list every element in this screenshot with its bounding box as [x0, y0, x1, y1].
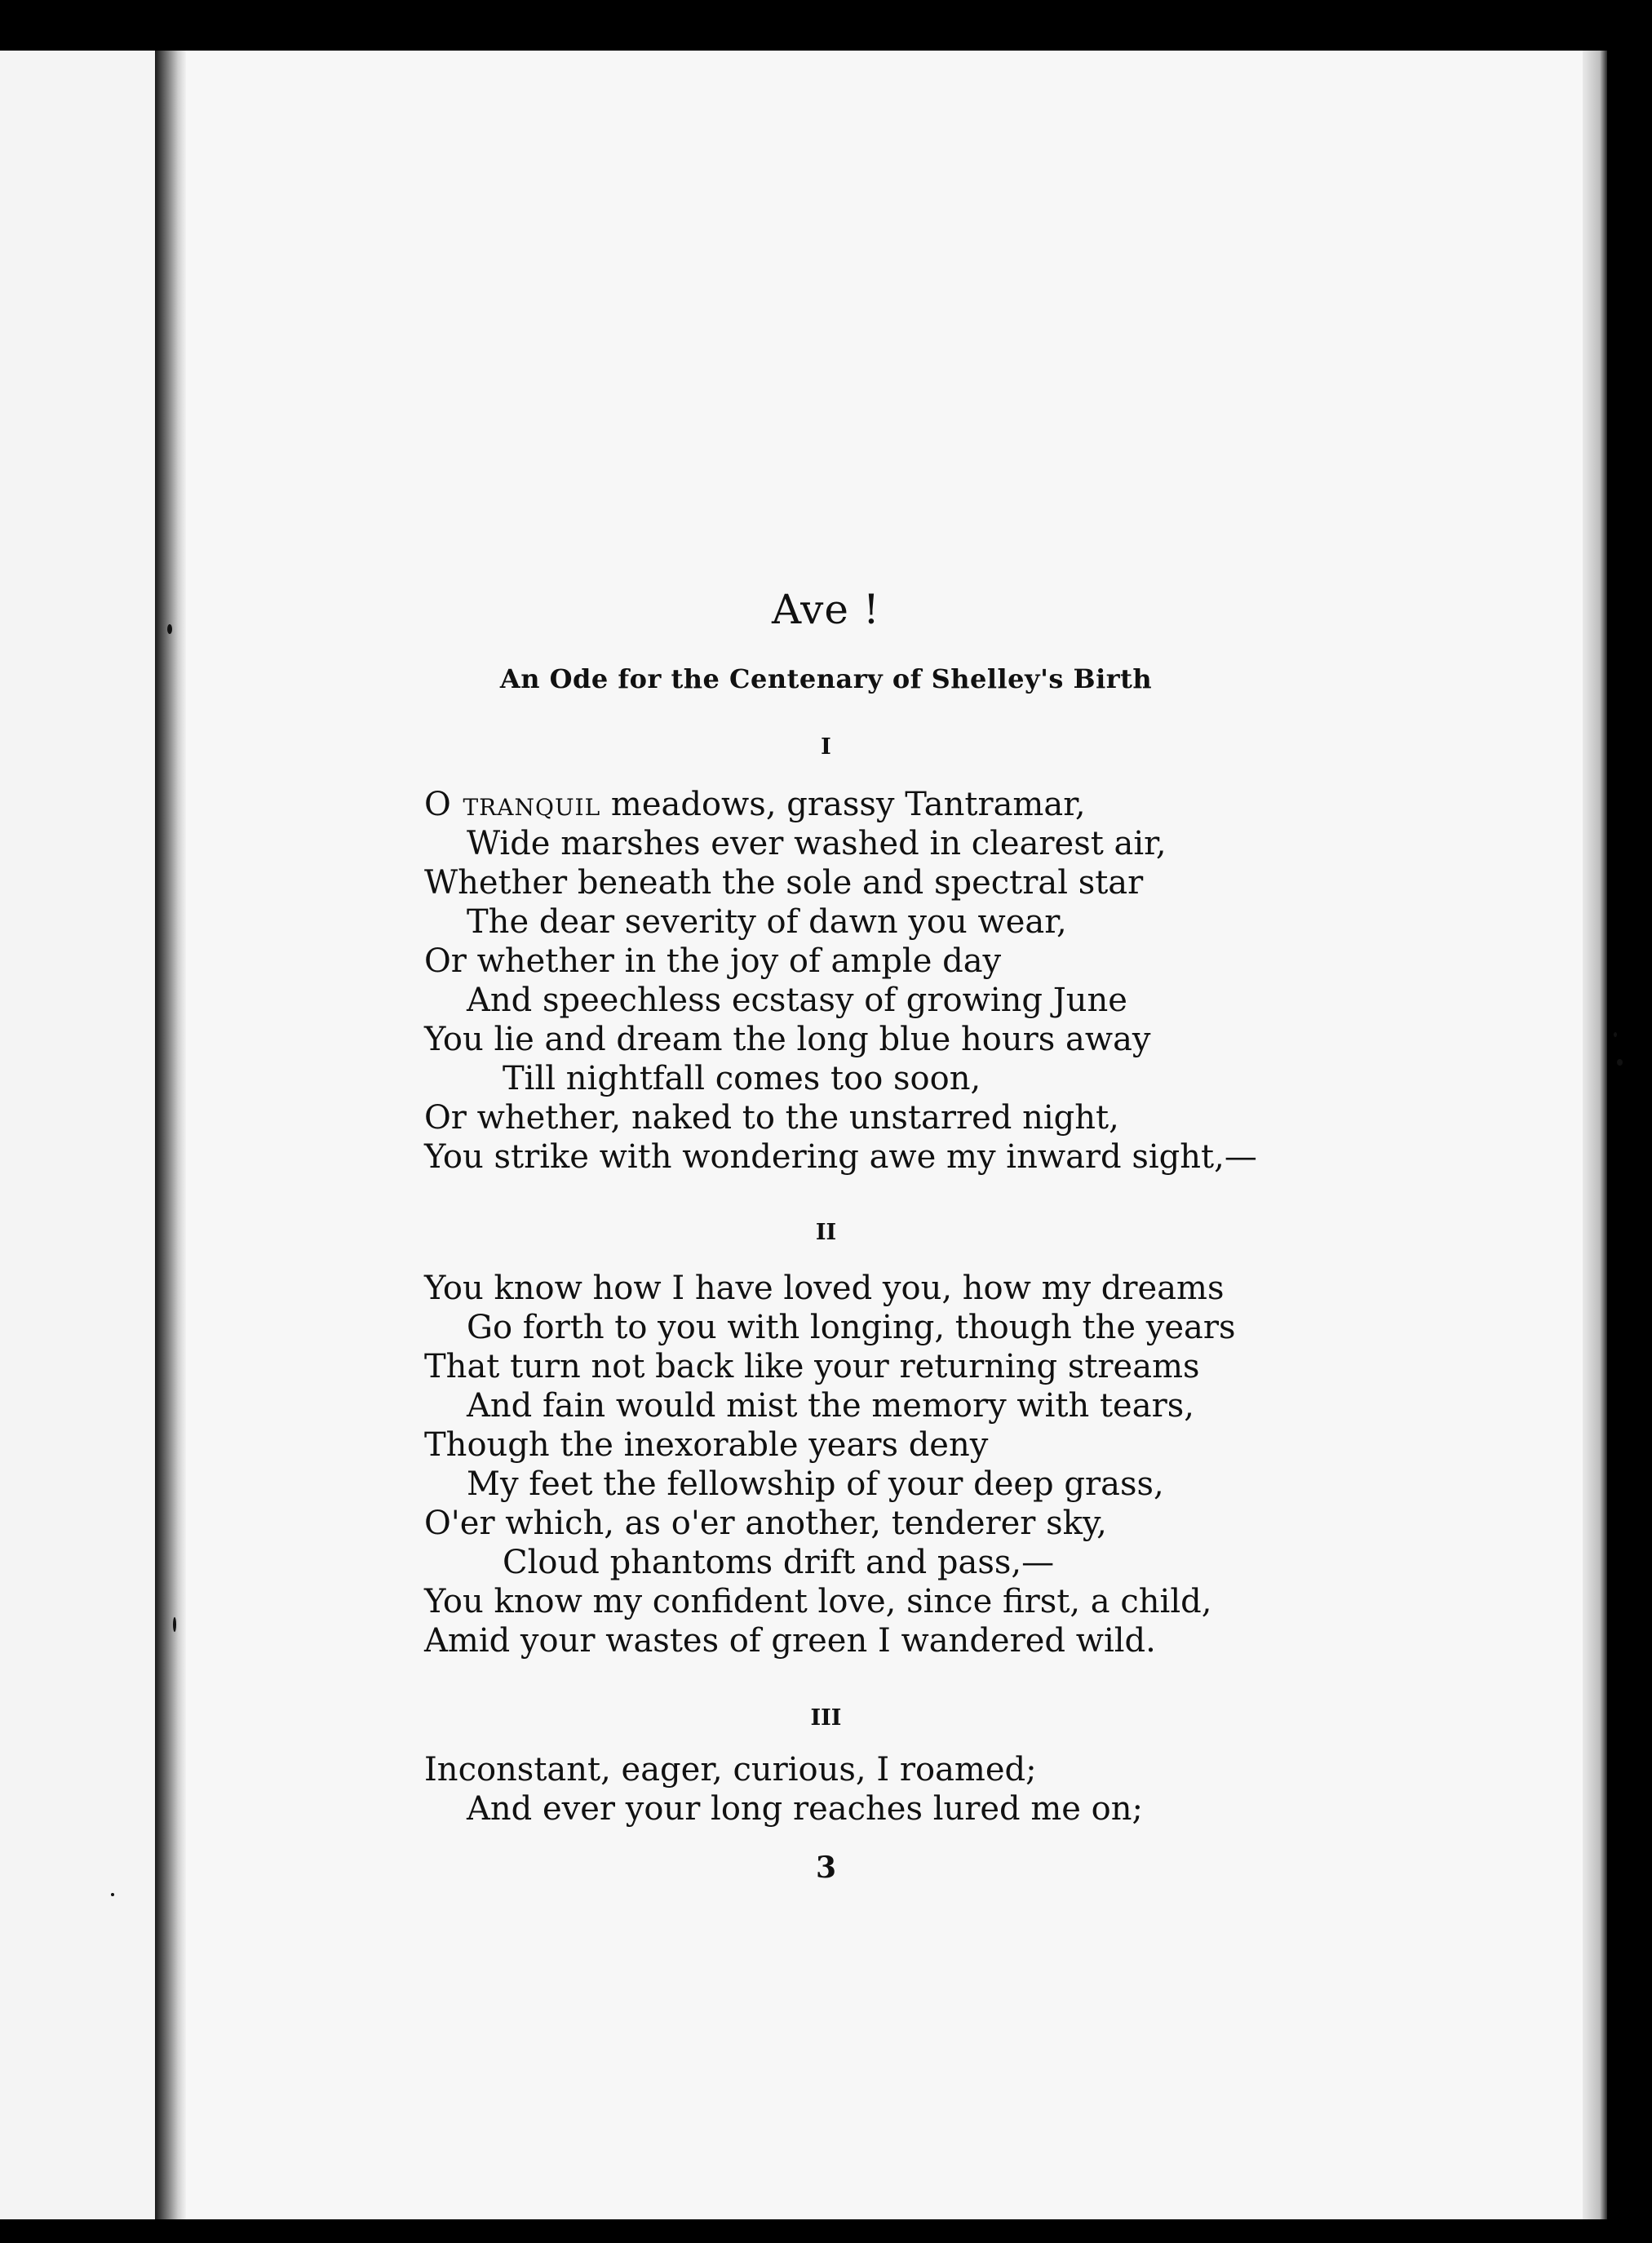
verse-line: Go forth to you with longing, though the years: [467, 1309, 1236, 1346]
verse-line: Wide marshes ever washed in clearest air,: [467, 825, 1167, 862]
opening-words: O tranquil: [424, 786, 601, 823]
stanza-1: [424, 785, 1362, 1177]
section-numeral-1: I: [821, 734, 831, 760]
verse-text: meadows, grassy Tantramar,: [600, 786, 1086, 823]
verse-line: And speechless ecstasy of growing June: [467, 982, 1127, 1019]
poem-title: Ave !: [772, 586, 880, 633]
section-numeral-2: II: [815, 1220, 837, 1245]
verse-line: My feet the fellowship of your deep grass,: [467, 1465, 1164, 1503]
section-numeral-3: III: [810, 1705, 842, 1731]
verse-line: You strike with wondering awe my inward sight,—: [424, 1138, 1257, 1176]
verse-line: Whether beneath the sole and spectral star: [424, 864, 1144, 902]
verse-line: Though the inexorable years deny: [424, 1426, 989, 1464]
verse-line: Or whether in the joy of ample day: [424, 942, 1002, 980]
poem-subtitle: An Ode for the Centenary of Shelley's Birth: [499, 663, 1153, 694]
verse-line: Cloud phantoms drift and pass,—: [503, 1544, 1055, 1581]
verse-line: Amid your wastes of green I wandered wild.: [424, 1622, 1156, 1660]
stanza-3: [424, 1750, 1362, 1829]
verse-line: O'er which, as o'er another, tenderer sky,: [424, 1505, 1107, 1542]
verse-line: You know how I have loved you, how my dreams: [424, 1270, 1225, 1307]
verse-line: You know my confident love, since first, a child,: [424, 1583, 1212, 1620]
verse-line: You lie and dream the long blue hours away: [424, 1021, 1151, 1058]
verse-line: That turn not back like your returning streams: [424, 1348, 1200, 1385]
stanza-2: [424, 1269, 1362, 1660]
verse-line: The dear severity of dawn you wear,: [467, 903, 1067, 941]
verse-line: Or whether, naked to the unstarred night,: [424, 1099, 1119, 1137]
verse-line: Till nightfall comes too soon,: [503, 1060, 981, 1097]
page-number: 3: [815, 1851, 837, 1885]
verse-line: And ever your long reaches lured me on;: [467, 1790, 1144, 1828]
verse-line: Inconstant, eager, curious, I roamed;: [424, 1751, 1037, 1789]
verse-line: [424, 785, 1362, 824]
verse-line: And fain would mist the memory with tears,: [467, 1387, 1194, 1425]
